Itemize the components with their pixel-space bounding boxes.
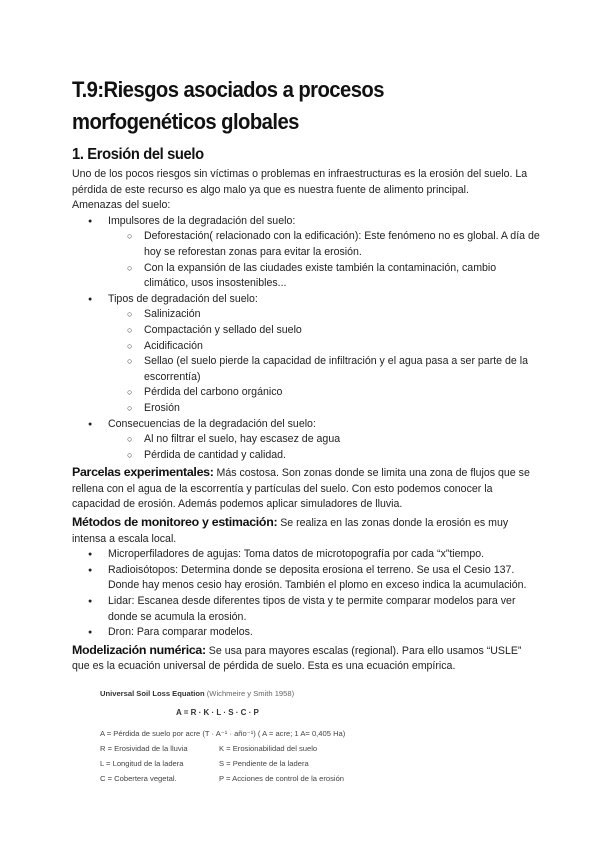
formula-def-c: C = Cobertera vegetal.: [100, 774, 177, 783]
modelizacion-label: Modelización numérica:: [72, 642, 206, 657]
metodos-paragraph: [72, 515, 540, 547]
formula-def-p: P = Acciones de control de la erosión: [219, 774, 345, 783]
list-item: ● Microperfiladores de agujas: Toma datos de microtopografía por cada “x”tiempo.: [72, 547, 540, 563]
formula-title-text: Universal Soil Loss Equation: [100, 689, 205, 698]
sub-list: [108, 229, 540, 291]
amenazas-label: Amenazas del suelo:: [72, 199, 171, 212]
sub-list-item: ○ Sellao (el suelo pierde la capacidad de infiltración y el agua pasa a ser parte de la escorrentía): [108, 354, 540, 385]
list-item: ● Dron: Para comparar modelos.: [72, 625, 540, 641]
intro-paragraph: Uno de los pocos riesgos sin víctimas o problemas en infraestructuras es la erosión del suelo. La pérdida de este recurso es algo malo ya que es nuestra fuente de alimento principal.: [72, 168, 528, 196]
formula-def-l: L = Longitud de la ladera: [100, 759, 184, 768]
formula-title: [100, 689, 540, 698]
usle-formula-image: [100, 689, 540, 783]
formula-row: [100, 759, 540, 768]
list-item: ● Lidar: Escanea desde diferentes tipos de vista y te permite comparar modelos para ver donde se acumula la erosión.: [72, 594, 540, 625]
sub-list-item: ○ Compactación y sellado del suelo: [108, 323, 540, 339]
bullet-label: Impulsores de la degradación del suelo:: [108, 214, 296, 227]
formula-def-a: A = Pérdida de suelo por acre (T · A⁻¹ · año⁻¹) ( A = acre; 1 A= 0,405 Ha): [100, 729, 346, 738]
metodos-text: Se realiza en las zonas donde la erosión es muy intensa a escala local.: [72, 517, 509, 545]
modelizacion-paragraph: [72, 643, 540, 675]
formula-def-r: R = Erosividad de la lluvia: [100, 744, 188, 753]
section-heading: 1. Erosión del suelo: [72, 146, 204, 163]
sub-list: [108, 432, 540, 463]
parcelas-text: Más costosa. Son zonas donde se limita una zona de flujos que se rellena con el agua de la escorrentía y partículas del suelo. Con esto podemos conocer la capacidad de erosión. Además podemos aplicar simuladores de lluvia.: [72, 467, 530, 511]
formula-def-k: K = Erosionabilidad del suelo: [219, 744, 318, 753]
list-item: ● Radioisótopos: Determina donde se deposita erosiona el terreno. Se usa el Cesio 137. Donde hay menos cesio hay erosión. También el plomo en exceso indica la acumulación.: [72, 563, 540, 594]
parcelas-label: Parcelas experimentales:: [72, 465, 214, 480]
sub-list-item: ○ Acidificación: [108, 339, 540, 355]
modelizacion-text: Se usa para mayores escalas (regional). Para ello usamos “USLE” que es la ecuación universal de pérdida de suelo. Esta es una ecuación empírica.: [72, 644, 522, 673]
formula-def-s: S = Pendiente de la ladera: [219, 759, 309, 768]
bullet-label: Consecuencias de la degradación del suelo:: [108, 417, 316, 430]
sub-list-item: ○ Pérdida del carbono orgánico: [108, 385, 540, 401]
formula-row: [100, 774, 540, 783]
formula-row: [100, 744, 540, 753]
sub-list-item: ○ Con la expansión de las ciudades existe también la contaminación, cambio climático, usos insostenibles...: [108, 261, 540, 292]
sub-list: [108, 307, 540, 416]
parcelas-paragraph: [72, 465, 540, 513]
formula-reference: (Wichmeire y Smith 1958): [206, 689, 295, 698]
metodos-label: Métodos de monitoreo y estimación:: [72, 515, 278, 530]
sub-list-item: ○ Pérdida de cantidad y calidad.: [108, 448, 540, 464]
sub-list-item: ○ Erosión: [108, 401, 540, 417]
list-item: [72, 292, 540, 417]
metodos-list: [72, 547, 540, 641]
sub-list-item: ○ Al no filtrar el suelo, hay escasez de agua: [108, 432, 540, 448]
amenazas-list: [72, 214, 540, 464]
page-title: T.9:Riesgos asociados a procesos morfogenéticos globales: [72, 77, 384, 134]
list-item: [72, 214, 540, 292]
sub-list-item: ○ Deforestación( relacionado con la edificación): Este fenómeno no es global. A día de hoy se reforestan zonas para evitar la erosión.: [108, 229, 540, 260]
formula-equation: A = R · K · L · S · C · P: [176, 708, 259, 717]
sub-list-item: ○ Salinización: [108, 307, 540, 323]
bullet-label: Tipos de degradación del suelo:: [108, 292, 258, 305]
list-item: [72, 417, 540, 464]
